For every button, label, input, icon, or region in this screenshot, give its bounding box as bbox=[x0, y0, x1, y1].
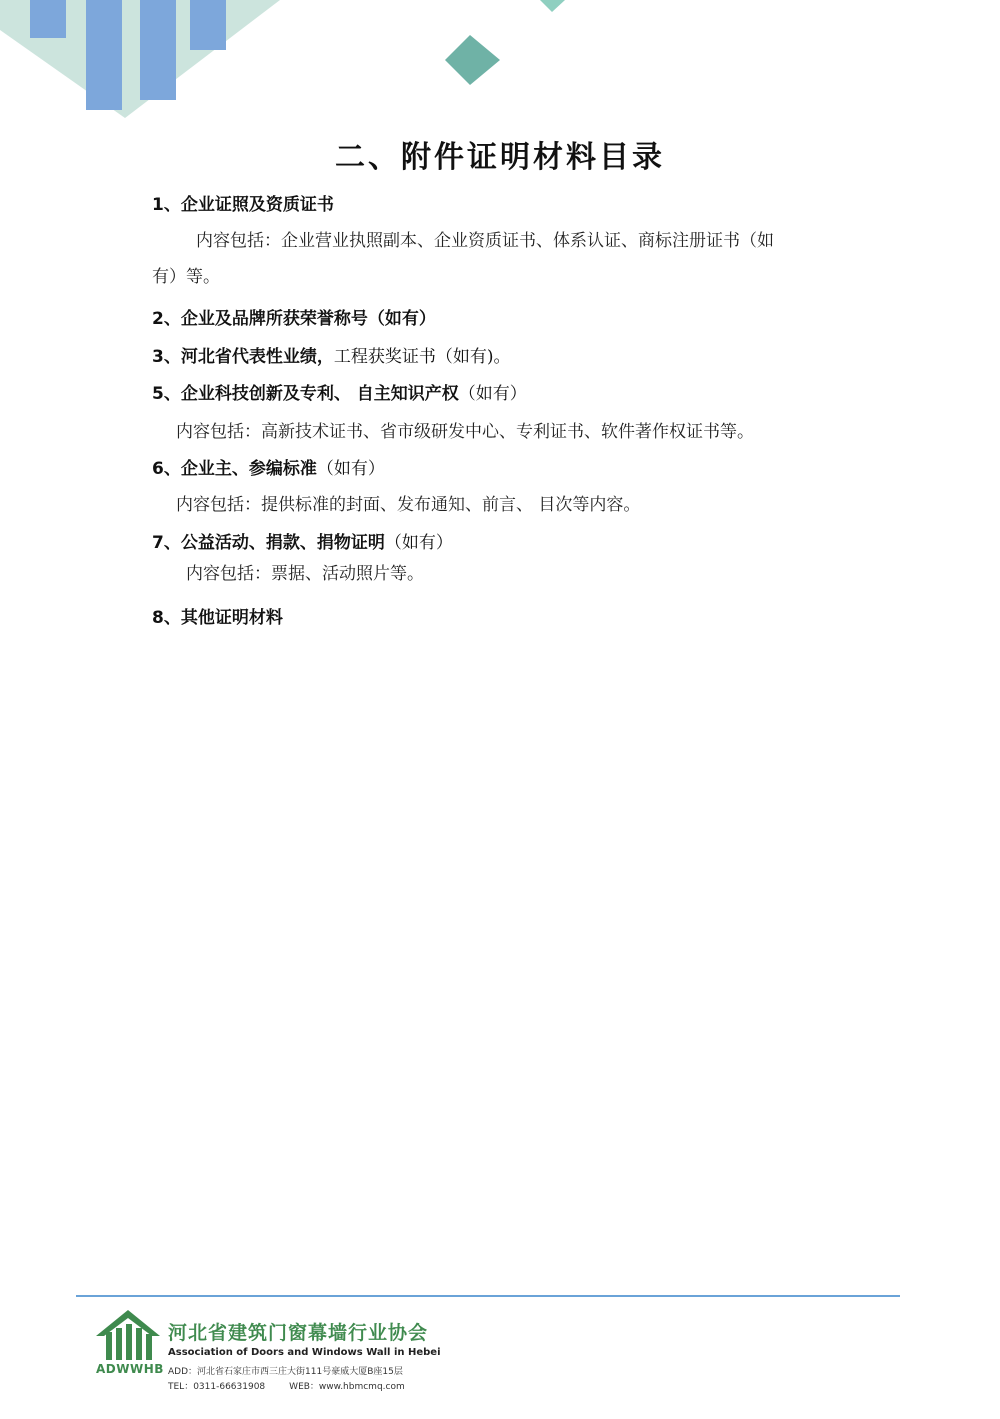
org-contact bbox=[168, 1379, 441, 1392]
decor-bar-1 bbox=[86, 0, 122, 110]
paragraph-1: 内容包括：企业营业执照副本、企业资质证书、体系认证、商标注册证书（如 bbox=[196, 231, 774, 251]
list-item-7: 7、公益活动、捐款、捐物证明（如有） bbox=[152, 533, 453, 553]
org-name-cn: 河北省建筑门窗幕墙行业协会 bbox=[168, 1322, 429, 1344]
decor-diamond-1 bbox=[445, 35, 500, 85]
decor-bar-2 bbox=[140, 0, 176, 100]
list-item-8: 8、其他证明材料 bbox=[152, 608, 283, 628]
org-web: WEB：www.hbmcmq.com bbox=[289, 1382, 405, 1392]
page-title: 二、附件证明材料目录 bbox=[335, 140, 665, 175]
decor-square-1 bbox=[30, 0, 66, 38]
org-address: ADD：河北省石家庄市西三庄大街111号豪威大厦B座15层 bbox=[168, 1367, 403, 1377]
footer-info bbox=[168, 1318, 441, 1392]
list-item-3: 3、河北省代表性业绩，工程获奖证书（如有)。 bbox=[152, 347, 511, 367]
paragraph-1-cont: 有）等。 bbox=[152, 267, 220, 287]
paragraph-6: 内容包括：提供标准的封面、发布通知、前言、 目次等内容。 bbox=[176, 495, 641, 515]
org-name-en: Association of Doors and Windows Wall in Hebei bbox=[168, 1347, 441, 1358]
decor-diamond-2 bbox=[540, 0, 565, 12]
org-tel: TEL：0311-66631908 bbox=[168, 1382, 266, 1392]
logo-abbr: ADWWHB bbox=[96, 1362, 164, 1376]
paragraph-7: 内容包括：票据、活动照片等。 bbox=[186, 564, 424, 584]
list-item-6: 6、企业主、参编标准（如有） bbox=[152, 459, 385, 479]
footer-divider bbox=[76, 1295, 900, 1297]
list-item-1: 1、企业证照及资质证书 bbox=[152, 195, 334, 215]
association-logo-icon bbox=[96, 1310, 160, 1362]
header-decoration bbox=[0, 0, 1000, 130]
list-item-5: 5、企业科技创新及专利、 自主知识产权（如有） bbox=[152, 384, 527, 404]
list-item-2: 2、企业及品牌所获荣誉称号（如有） bbox=[152, 309, 436, 329]
paragraph-5: 内容包括：高新技术证书、省市级研发中心、专利证书、软件著作权证书等。 bbox=[176, 422, 754, 442]
decor-bar-3 bbox=[190, 0, 226, 50]
